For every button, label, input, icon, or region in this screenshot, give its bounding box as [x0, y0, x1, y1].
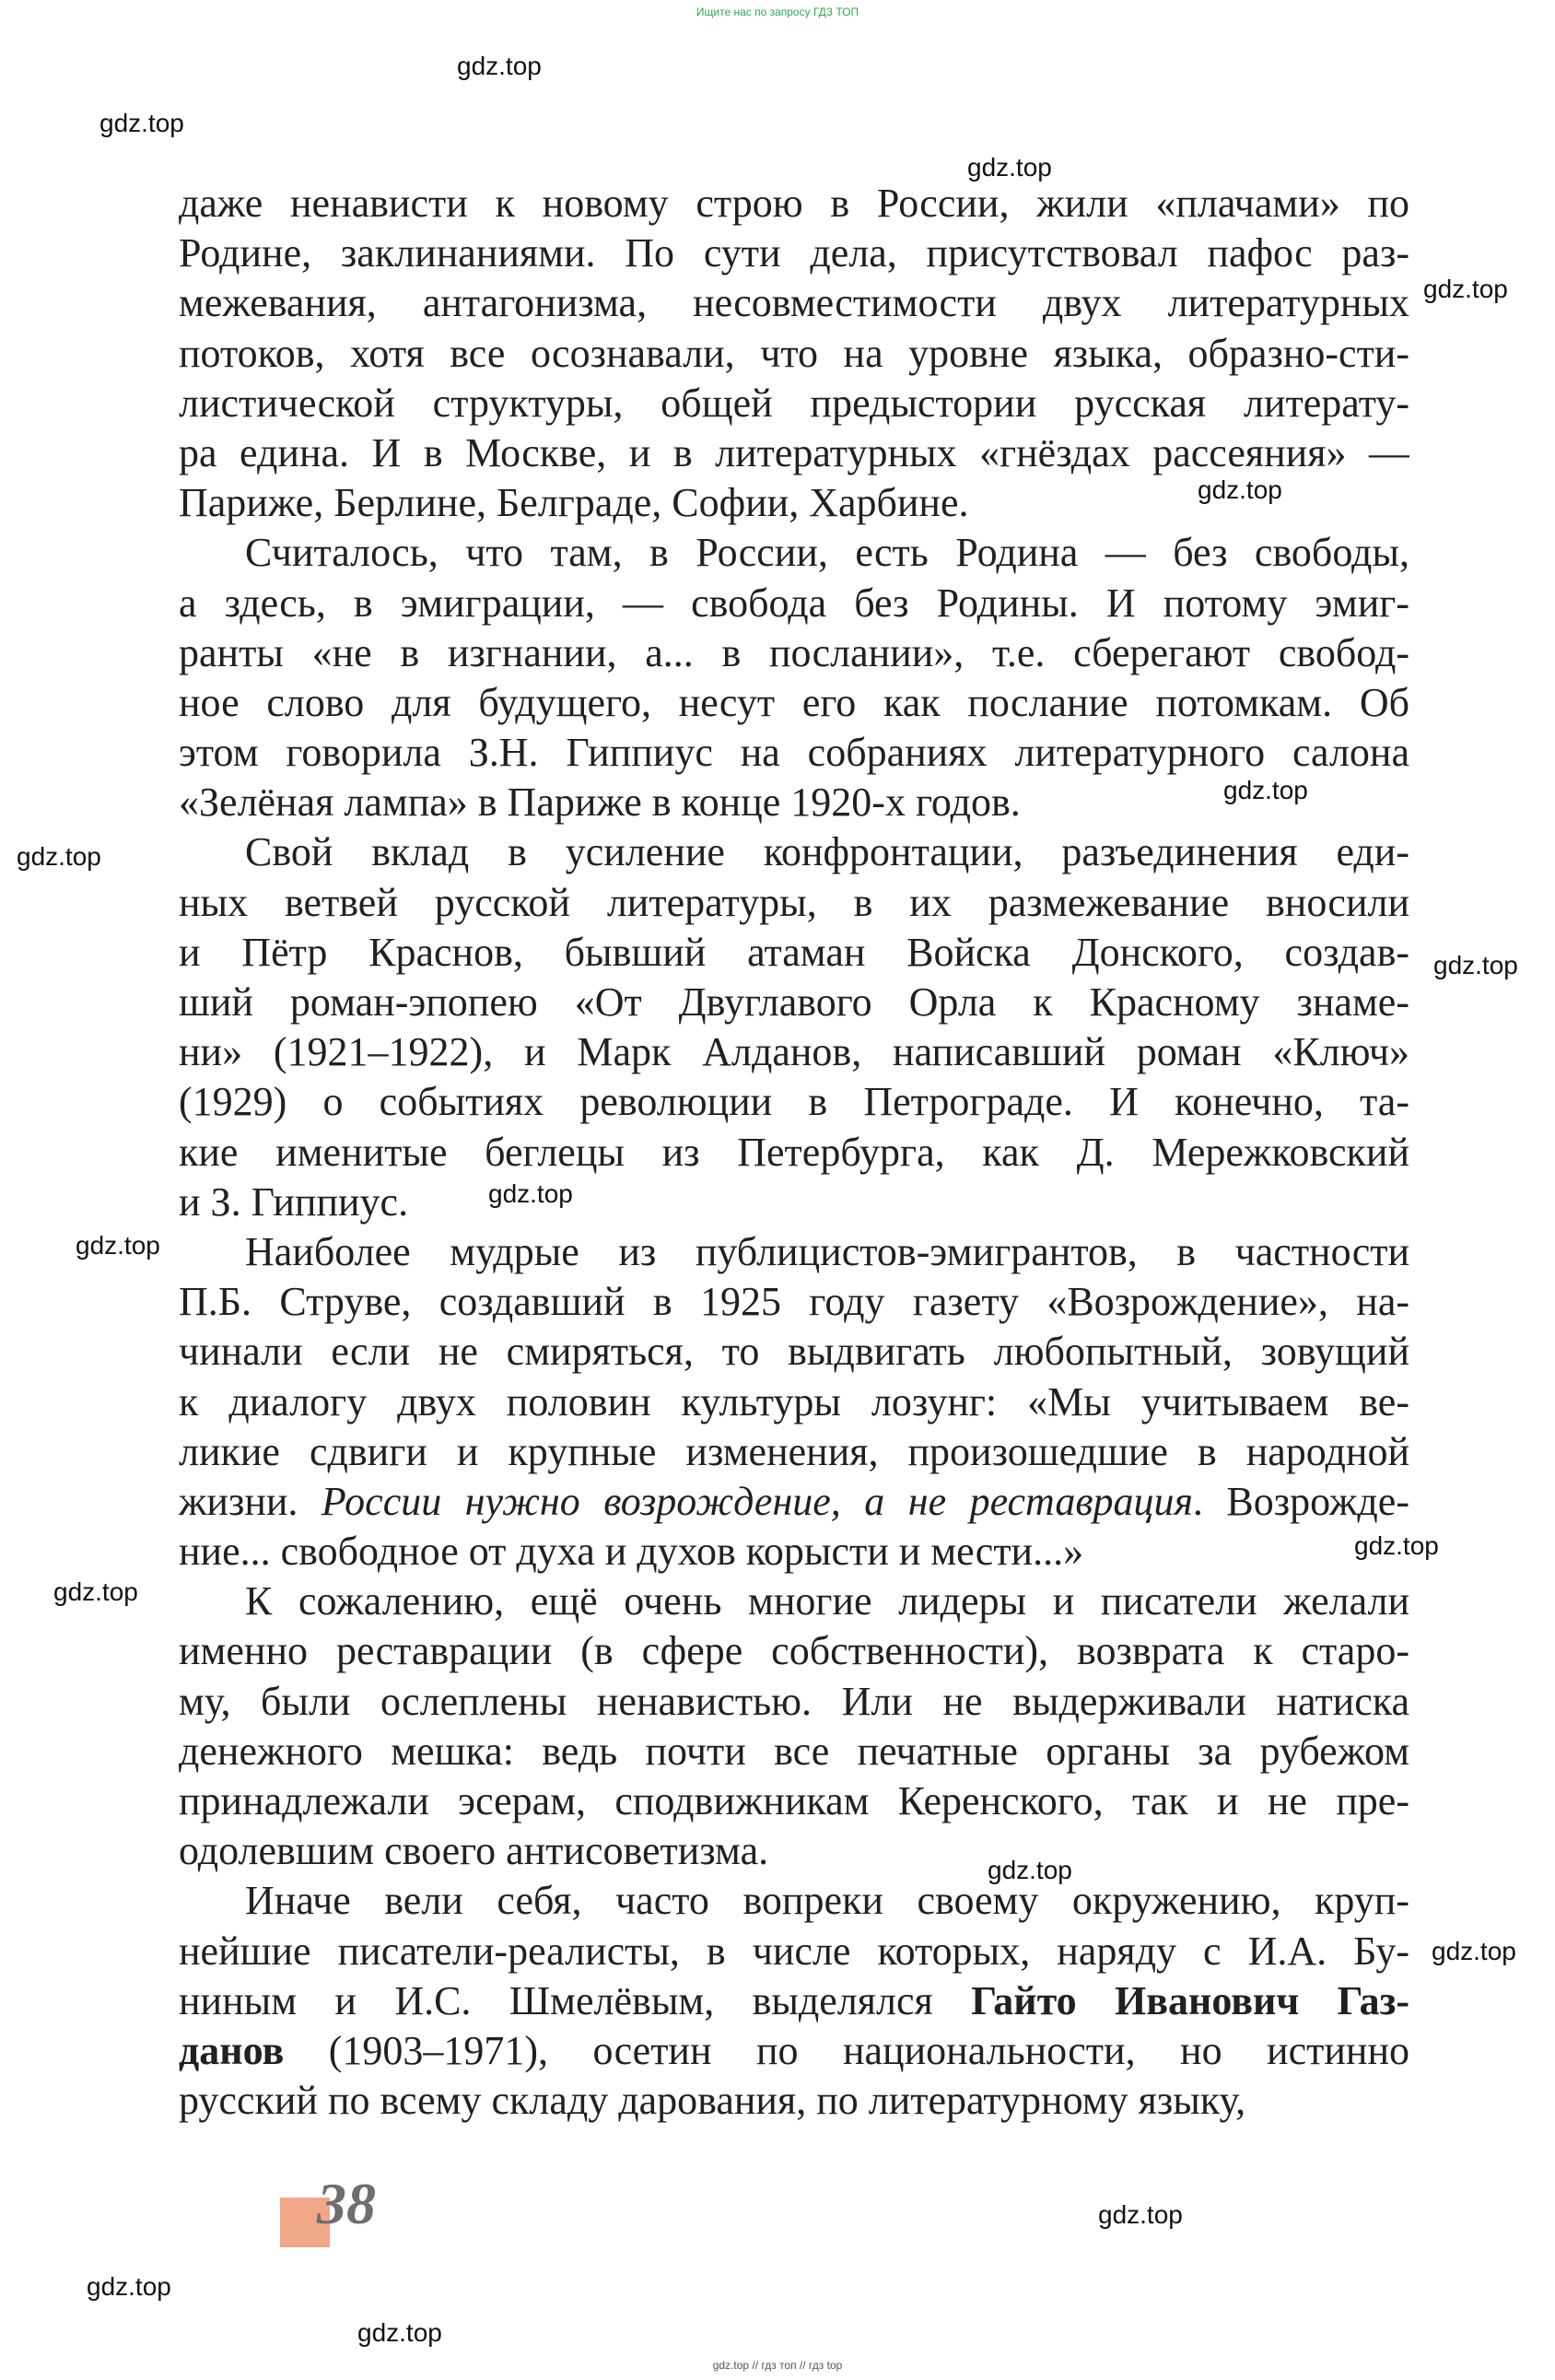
text-run: ниным и И.С. Шмелёвым, выделялся	[179, 1977, 972, 2023]
text-run: русский по всему складу дарования, по литературному языку,	[179, 2078, 1246, 2124]
text-run: ных ветвей русской литературы, в их размежевание вносили	[179, 879, 1409, 925]
text-run: и Пётр Краснов, бывший атаман Войска Донского, создав-	[179, 929, 1409, 975]
bottom-banner: gdz.top // гдз топ // гдз top	[712, 2359, 843, 2372]
watermark: gdz.top	[1423, 275, 1508, 303]
watermark: gdz.top	[988, 1856, 1072, 1884]
text-line	[179, 278, 1409, 328]
top-banner: Ищите нас по запросу ГДЗ ТОП	[696, 6, 859, 18]
text-line	[179, 179, 1409, 229]
text-line	[179, 1677, 1409, 1727]
text-run: даже ненависти к новому строю в России, жили «плачами» по	[179, 181, 1409, 226]
text-run: а здесь, в эмиграции, — свобода без Родины. И потому эмиг-	[179, 580, 1409, 626]
text-line	[179, 1227, 1409, 1277]
text-line	[179, 1427, 1409, 1477]
text-run: денежного мешка: ведь почти все печатные органы за рубежом	[179, 1728, 1409, 1774]
text-line	[179, 528, 1409, 578]
text-run: России нужно возрождение, а не реставрация	[321, 1478, 1193, 1524]
text-line	[179, 1776, 1409, 1826]
watermark: gdz.top	[457, 52, 542, 80]
text-run: ное слово для будущего, несут его как послание потомкам. Об	[179, 679, 1409, 725]
text-line	[179, 1077, 1409, 1127]
text-run: Гайто Иванович Газ-	[971, 1977, 1409, 2023]
text-line	[179, 1327, 1409, 1377]
text-run: Родине, заклинаниями. По сути дела, присутствовал пафос раз-	[179, 230, 1409, 276]
text-run: Свой вклад в усиление конфронтации, разъединения еди-	[245, 829, 1409, 875]
text-line	[179, 329, 1409, 379]
text-line	[179, 978, 1409, 1027]
text-run: именно реставрации (в сфере собственности), возврата к старо-	[179, 1628, 1409, 1674]
watermark: gdz.top	[967, 153, 1052, 182]
text-line	[179, 1527, 1409, 1577]
text-line	[179, 827, 1409, 877]
watermark: gdz.top	[76, 1231, 160, 1260]
text-run: . Возрожде-	[1192, 1478, 1409, 1524]
text-run: П.Б. Струве, создавший в 1925 году газету «Возрождение», на-	[179, 1279, 1409, 1325]
text-line	[179, 928, 1409, 978]
text-run: листической структуры, общей предыстории русская литерату-	[179, 380, 1409, 426]
text-run: кие именитые беглецы из Петербурга, как Д. Мережковский	[179, 1129, 1409, 1175]
text-run: ликие сдвиги и крупные изменения, произошедшие в народной	[179, 1428, 1409, 1474]
text-run: принадлежали эсерам, сподвижникам Керенского, так и не пре-	[179, 1778, 1409, 1823]
text-run: данов	[179, 2027, 285, 2073]
watermark: gdz.top	[1098, 2200, 1183, 2229]
watermark: gdz.top	[87, 2272, 171, 2301]
text-line	[179, 1927, 1409, 1976]
text-run: жизни.	[179, 1478, 322, 1524]
text-run: ни» (1921–1922), и Марк Алданов, написавший роман «Ключ»	[179, 1029, 1409, 1075]
body-text	[179, 179, 1409, 2126]
text-run: к диалогу двух половин культуры лозунг: «Мы учитываем ве-	[179, 1378, 1409, 1424]
watermark: gdz.top	[53, 1577, 138, 1606]
text-line	[179, 1626, 1409, 1676]
text-run: чинали если не смиряться, то выдвигать любопытный, зовущий	[179, 1329, 1409, 1375]
text-run: К сожалению, ещё очень многие лидеры и писатели желали	[245, 1578, 1409, 1624]
text-run: одолевшим своего антисоветизма.	[179, 1828, 769, 1874]
text-line	[179, 1477, 1409, 1527]
text-line	[179, 1727, 1409, 1776]
text-line	[179, 2026, 1409, 2076]
text-run: (1903–1971), осетин по национальности, но истинно	[284, 2027, 1409, 2073]
text-run: межевания, антагонизма, несовместимости двух литературных	[179, 280, 1409, 326]
text-line	[179, 678, 1409, 728]
text-run: и З. Гиппиус.	[179, 1178, 409, 1225]
watermark: gdz.top	[1432, 1937, 1516, 1965]
text-line	[179, 428, 1409, 478]
text-run: (1929) о событиях революции в Петрограде. И конечно, та-	[179, 1079, 1409, 1125]
page-number: 38	[317, 2171, 376, 2236]
text-run: Наиболее мудрые из публицистов-эмигрантов, в частности	[245, 1228, 1409, 1274]
text-run: ра едина. И в Москве, и в литературных «гнёздах рассеяния» —	[179, 429, 1409, 475]
text-line	[179, 878, 1409, 928]
watermark: gdz.top	[357, 2318, 442, 2347]
text-run: Иначе вели себя, часто вопреки своему окружению, круп-	[245, 1878, 1409, 1924]
text-run: ший роман-эпопею «От Двуглавого Орла к Красному знаме-	[179, 979, 1409, 1025]
text-run: Париже, Берлине, Белграде, Софии, Харбине.	[179, 480, 969, 526]
text-line	[179, 1976, 1409, 2026]
text-run: «Зелёная лампа» в Париже в конце 1920-х годов.	[179, 780, 1021, 826]
text-line	[179, 579, 1409, 628]
text-run: этом говорила З.Н. Гиппиус на собраниях литературного салона	[179, 730, 1409, 776]
text-line	[179, 229, 1409, 278]
text-run: му, были ослеплены ненавистью. Или не выдерживали натиска	[179, 1678, 1409, 1724]
text-line	[179, 379, 1409, 428]
text-run: нейшие писатели-реалисты, в числе которых, наряду с И.А. Бу-	[179, 1928, 1409, 1974]
text-line	[179, 1027, 1409, 1077]
text-line	[179, 1277, 1409, 1327]
text-line	[179, 1826, 1409, 1876]
text-line	[179, 1577, 1409, 1626]
text-line	[179, 1128, 1409, 1178]
text-run: Считалось, что там, в России, есть Родина — без свободы,	[245, 530, 1409, 576]
text-line	[179, 1876, 1409, 1926]
text-line	[179, 1378, 1409, 1427]
watermark: gdz.top	[99, 109, 184, 137]
watermark: gdz.top	[1223, 776, 1308, 804]
text-line	[179, 628, 1409, 678]
watermark: gdz.top	[1198, 475, 1282, 504]
text-line	[179, 1178, 1409, 1227]
watermark: gdz.top	[488, 1179, 573, 1208]
watermark: gdz.top	[17, 842, 101, 871]
text-line	[179, 2076, 1409, 2126]
text-run: ранты «не в изгнании, а... в послании», т.е. сберегают свобод-	[179, 629, 1409, 675]
watermark: gdz.top	[1433, 951, 1518, 979]
text-run: ние... свободное от духа и духов корысти и мести...»	[179, 1529, 1084, 1575]
text-line	[179, 728, 1409, 778]
watermark: gdz.top	[1354, 1531, 1439, 1560]
text-run: потоков, хотя все осознавали, что на уровне языка, образно-сти-	[179, 330, 1409, 376]
